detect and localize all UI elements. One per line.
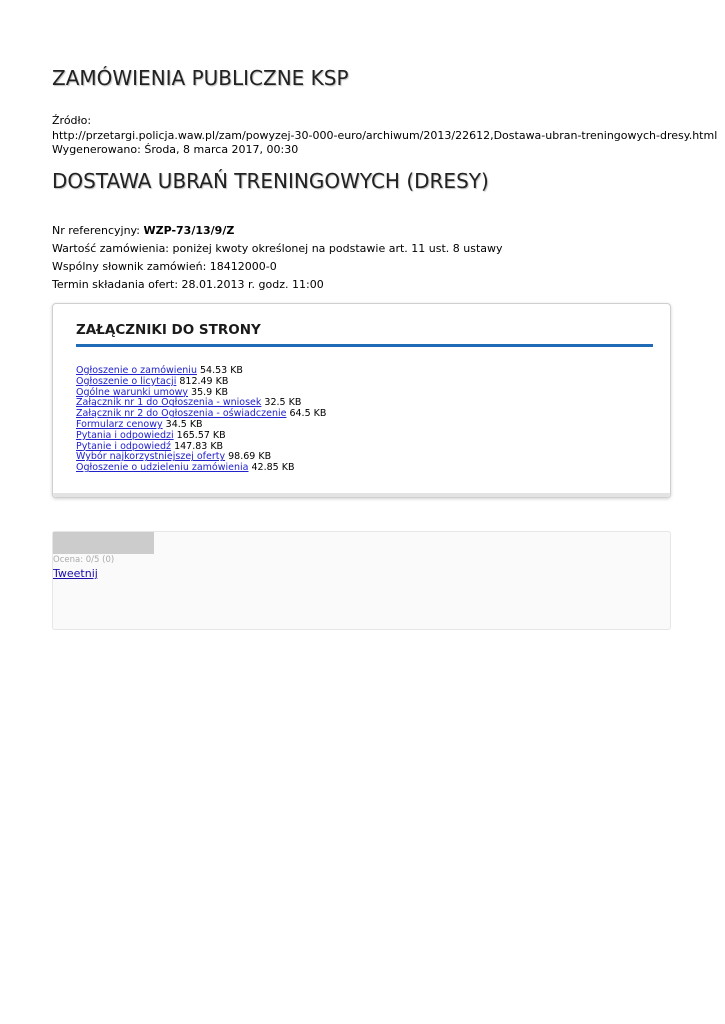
source-label: Źródło: <box>52 114 92 127</box>
attachment-size: 32.5 KB <box>261 397 302 409</box>
attachment-link[interactable]: Formularz cenowy <box>76 418 163 430</box>
attachment-link[interactable]: Załącznik nr 2 do Ogłoszenia - oświadczenie <box>76 408 287 420</box>
attachment-size: 165.57 KB <box>173 429 226 441</box>
document-title: DOSTAWA UBRAŃ TRENINGOWYCH (DRESY) <box>52 169 489 193</box>
rating-panel <box>52 531 671 630</box>
attachment-link[interactable]: Pytanie i odpowiedź <box>76 440 172 452</box>
offer-deadline-row: Termin składania ofert: 28.01.2013 r. godz. 11:00 <box>52 278 324 291</box>
attachment-size: 812.49 KB <box>176 375 229 387</box>
attachment-size: 54.53 KB <box>196 365 243 376</box>
site-title: ZAMÓWIENIA PUBLICZNE KSP <box>52 66 349 90</box>
source-block <box>52 114 717 158</box>
generated-date: Wygenerowano: Środa, 8 marca 2017, 00:30 <box>52 143 299 156</box>
attachments-heading-rule <box>76 344 653 347</box>
rating-text: Ocena: 0/5 (0) <box>53 555 115 565</box>
attachment-link[interactable]: Ogłoszenie o udzieleniu zamówienia <box>76 462 249 474</box>
attachment-size: 147.83 KB <box>171 440 224 452</box>
attachment-link[interactable]: Pytania i odpowiedzi <box>76 429 174 441</box>
order-value-row: Wartość zamówienia: poniżej kwoty określonej na podstawie art. 11 ust. 8 ustawy <box>52 242 503 255</box>
attachment-link[interactable]: Załącznik nr 1 do Ogłoszenia - wniosek <box>76 397 262 409</box>
attachment-item <box>76 463 326 474</box>
attachments-panel <box>52 303 671 498</box>
reference-number-value: WZP-73/13/9/Z <box>143 224 235 237</box>
attachment-link[interactable]: Wybór najkorzystniejszej oferty <box>76 451 226 463</box>
cpv-code-row: Wspólny słownik zamówień: 18412000-0 <box>52 260 277 273</box>
tweet-link[interactable]: Tweetnij <box>53 567 98 580</box>
attachment-size: 42.85 KB <box>248 462 295 474</box>
attachment-size: 64.5 KB <box>286 408 327 420</box>
attachment-size: 35.9 KB <box>188 386 228 398</box>
document-meta <box>52 222 503 294</box>
attachments-panel-footer-bar <box>53 493 670 497</box>
attachment-link[interactable]: Ogłoszenie o licytacji <box>76 375 177 387</box>
attachment-size: 34.5 KB <box>162 418 203 430</box>
attachment-size: 98.69 KB <box>225 451 272 463</box>
attachment-link[interactable]: Ogłoszenie o zamówieniu <box>76 365 197 376</box>
attachments-heading: ZAŁĄCZNIKI DO STRONY <box>76 322 261 338</box>
reference-number-label: Nr referencyjny: <box>52 224 144 237</box>
attachment-link[interactable]: Ogólne warunki umowy <box>76 386 189 398</box>
attachments-list <box>76 366 326 474</box>
rating-stars-bar[interactable] <box>53 532 154 554</box>
source-url: http://przetargi.policja.waw.pl/zam/powyzej-30-000-euro/archiwum/2013/22612,Dostawa-ubran-treningowych-dresy.html <box>52 128 718 142</box>
reference-number-row <box>52 222 503 240</box>
